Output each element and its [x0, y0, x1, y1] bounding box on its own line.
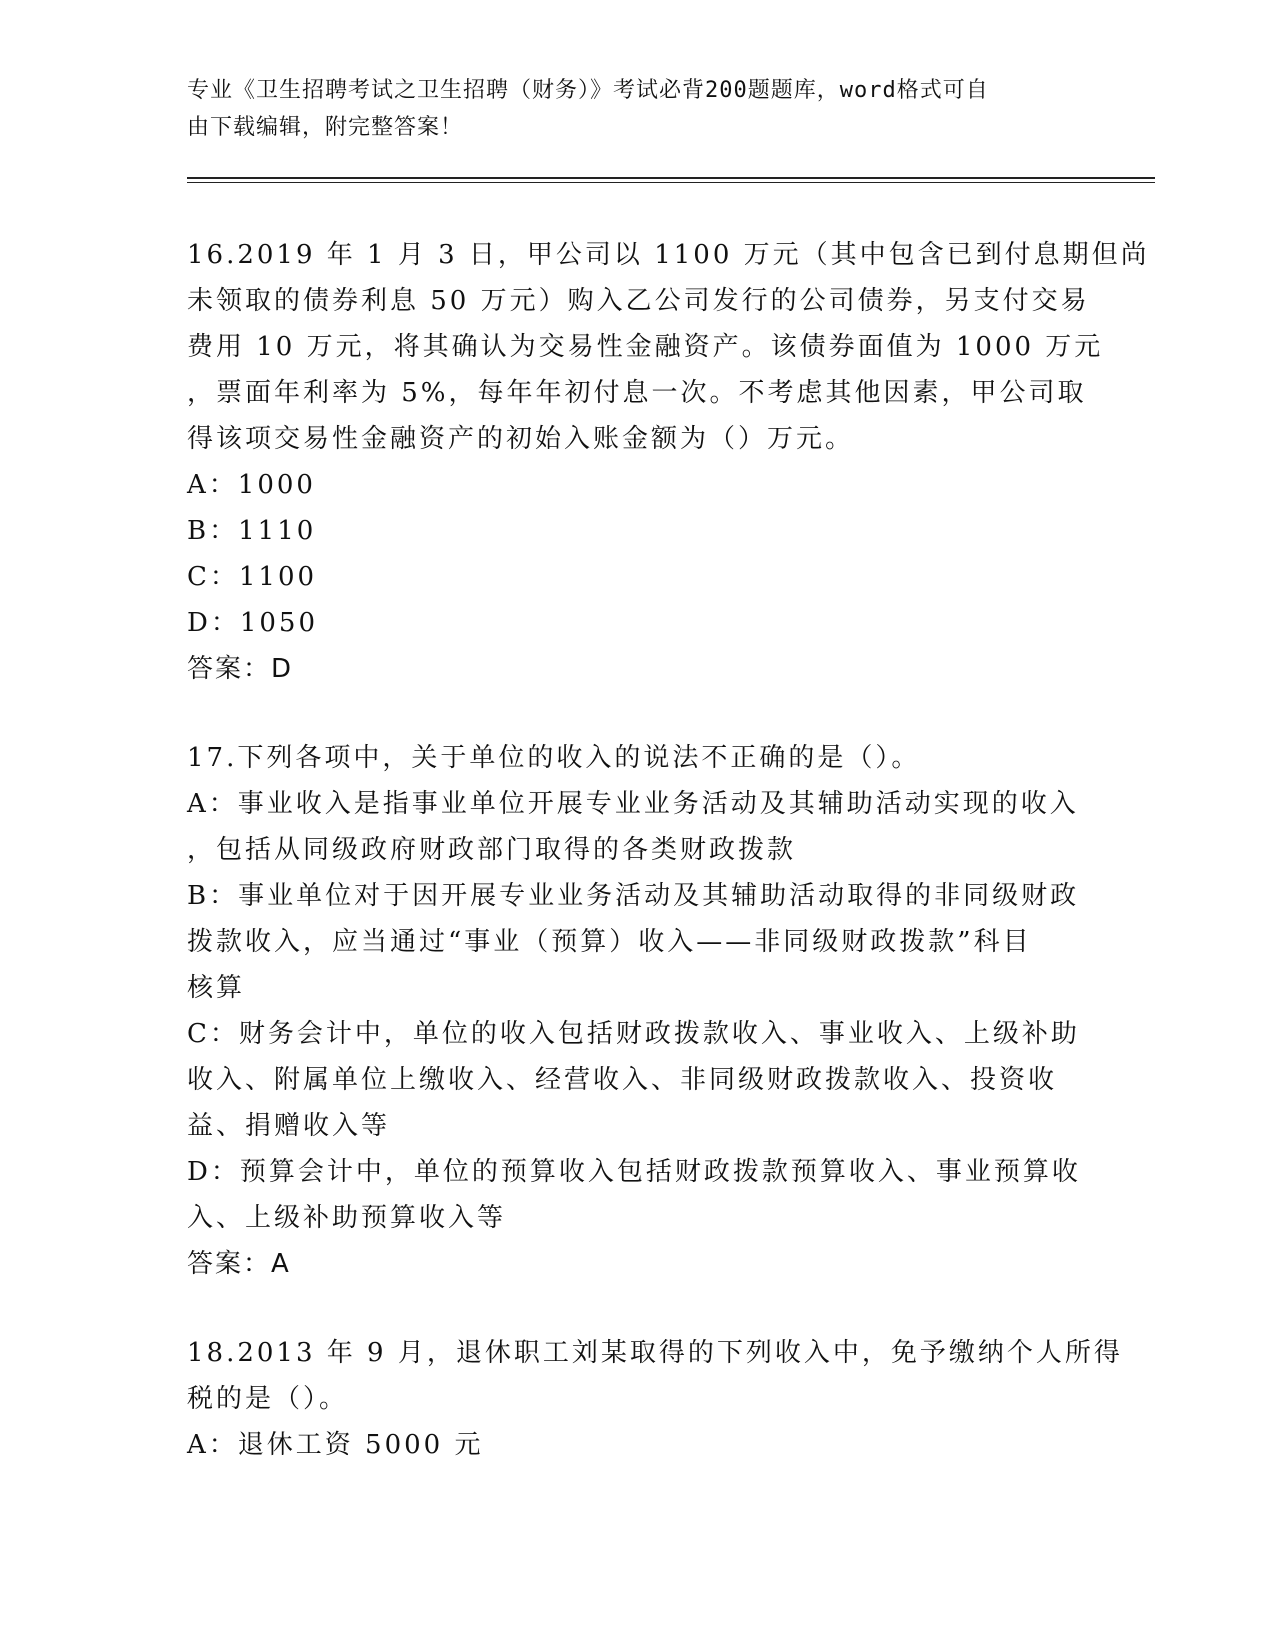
- question-stem-line: 税的是（）。: [187, 1384, 349, 1414]
- header-divider-thick: [187, 177, 1155, 179]
- question-17: [187, 735, 1081, 1287]
- question-16: [187, 232, 1150, 692]
- question-gap: [187, 1287, 1077, 1330]
- question-gap: [187, 692, 1077, 735]
- question-stem-line: 18.2013 年 9 月，退休职工刘某取得的下列收入中，免予缴纳个人所得: [187, 1338, 1123, 1368]
- question-stem-line: 16.2019 年 1 月 3 日，甲公司以 1100 万元（其中包含已到付息期但尚: [187, 240, 1150, 270]
- question-stem-line: 未领取的债券利息 50 万元）购入乙公司发行的公司债券，另支付交易: [187, 286, 1090, 316]
- option-a: A：1000: [187, 470, 316, 500]
- question-stem-line: 费用 10 万元，将其确认为交易性金融资产。该债券面值为 1000 万元: [187, 332, 1104, 362]
- option-d-continuation: 入、上级补助预算收入等: [187, 1203, 507, 1233]
- option-b: B：事业单位对于因开展专业业务活动及其辅助活动取得的非同级财政: [187, 881, 1080, 911]
- option-d: D：预算会计中，单位的预算收入包括财政拨款预算收入、事业预算收: [187, 1157, 1081, 1187]
- option-b-continuation: 拨款收入，应当通过“事业（预算）收入——非同级财政拨款”科目: [187, 927, 1032, 957]
- question-stem-line: 得该项交易性金融资产的初始入账金额为（）万元。: [187, 424, 855, 454]
- header-line-2: 由下载编辑，附完整答案！: [187, 115, 464, 140]
- question-stem-line: ，票面年利率为 5%，每年年初付息一次。不考虑其他因素，甲公司取: [187, 378, 1087, 408]
- option-c-continuation: 益、捐赠收入等: [187, 1111, 391, 1141]
- option-a: A：退休工资 5000 元: [187, 1430, 484, 1460]
- option-c-continuation: 收入、附属单位上缴收入、经营收入、非同级财政拨款收入、投资收: [187, 1065, 1058, 1095]
- header-divider-thin: [187, 182, 1155, 183]
- answer-line: 答案：D: [187, 654, 294, 684]
- document-header: [187, 72, 1067, 146]
- question-stem-line: 17.下列各项中，关于单位的收入的说法不正确的是（）。: [187, 743, 921, 773]
- option-c: C：1100: [187, 562, 318, 592]
- option-c: C：财务会计中，单位的收入包括财政拨款收入、事业收入、上级补助: [187, 1019, 1080, 1049]
- option-a-continuation: ，包括从同级政府财政部门取得的各类财政拨款: [187, 835, 797, 865]
- header-line-1: 专业《卫生招聘考试之卫生招聘（财务）》考试必背200题题库，word格式可自: [187, 78, 989, 103]
- option-b-continuation: 核算: [187, 973, 246, 1003]
- question-18: [187, 1330, 1123, 1468]
- answer-line: 答案：A: [187, 1249, 291, 1279]
- option-a: A：事业收入是指事业单位开展专业业务活动及其辅助活动实现的收入: [187, 789, 1079, 819]
- question-list: [187, 232, 1150, 1468]
- option-b: B：1110: [187, 516, 317, 546]
- option-d: D：1050: [187, 608, 319, 638]
